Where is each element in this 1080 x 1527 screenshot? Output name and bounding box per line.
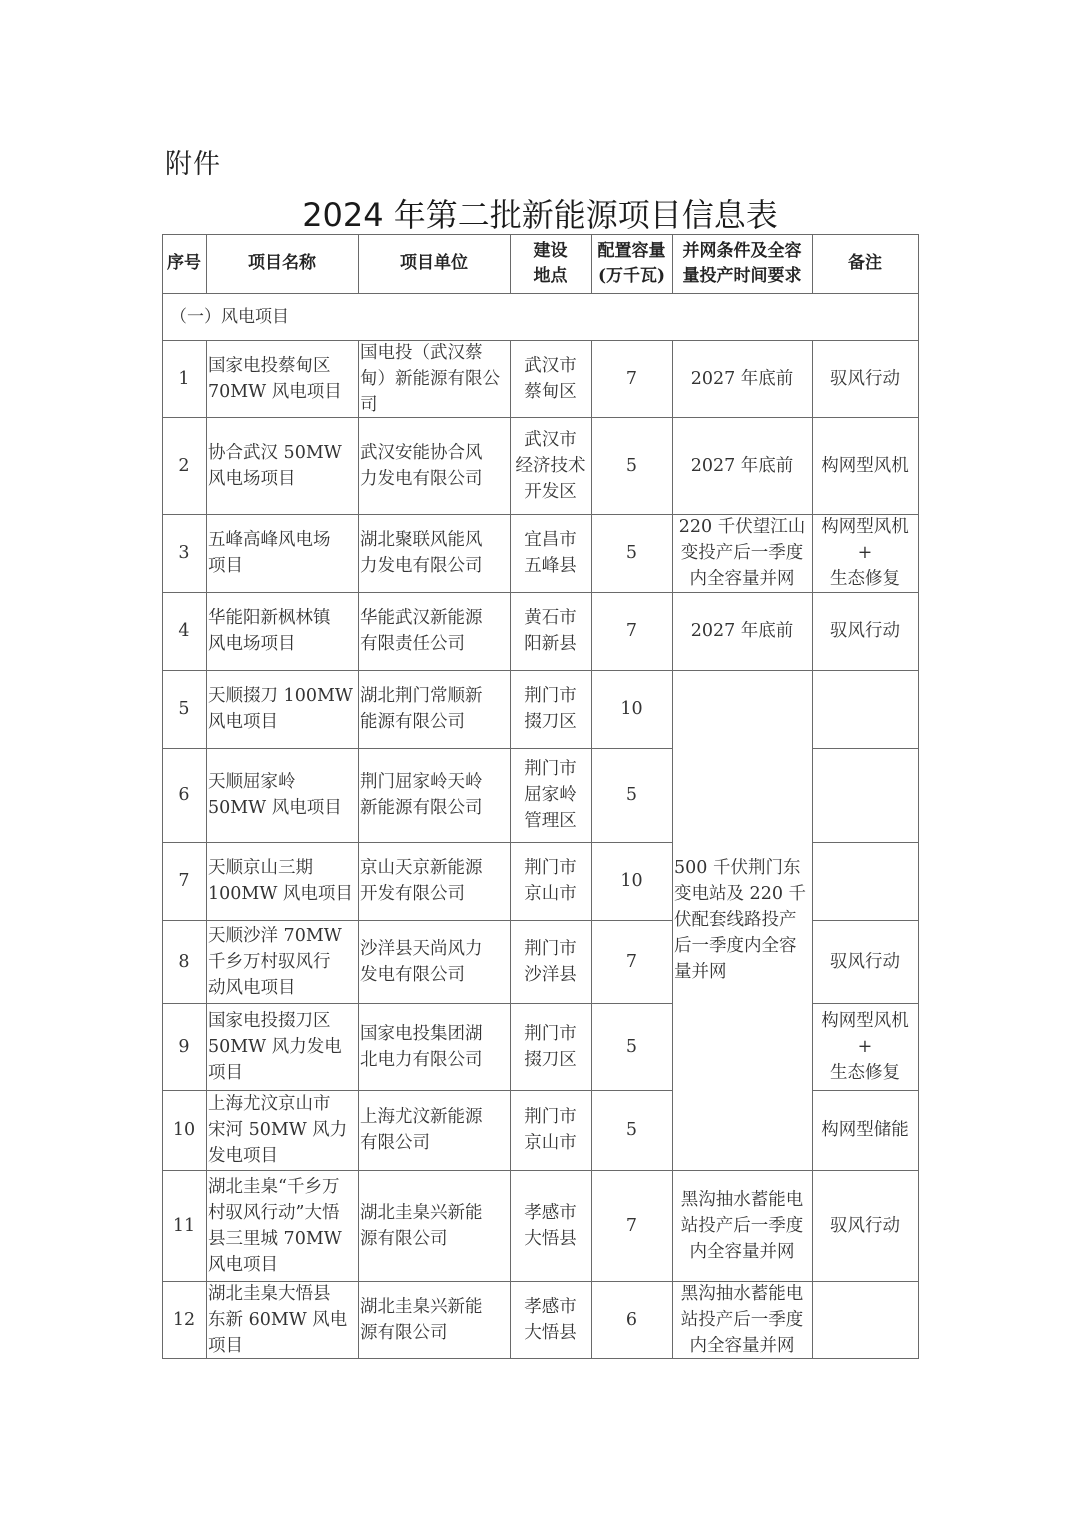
column-rule (206, 340, 207, 1359)
header-rule (162, 293, 919, 294)
row-6-seq (162, 748, 206, 842)
row-8-name (206, 920, 358, 1003)
row-5-name (206, 670, 358, 748)
section-rule (162, 340, 919, 341)
table-right-border (918, 234, 919, 1359)
row-10-location (510, 1090, 591, 1170)
row-5-name-text: 天顺掇刀 100MW 风电项目 (208, 686, 353, 732)
row-11-name (206, 1170, 358, 1281)
row-1-seq (162, 340, 206, 417)
row-1-unit (358, 340, 510, 417)
row-12-unit (358, 1281, 510, 1358)
row-1-location (510, 340, 591, 417)
row-1-grid-text: 2027 年底前 (690, 368, 794, 389)
row-3-name-text: 五峰高峰风电场 项目 (208, 530, 331, 576)
row-12-location-text: 孝感市 大悟县 (524, 1296, 577, 1343)
row-8-location (510, 920, 591, 1003)
row-7-capacity (591, 842, 672, 920)
row-3-location (510, 514, 591, 592)
row-rule (812, 1090, 919, 1091)
header-location-text: 建设 地点 (533, 240, 568, 286)
row-11-location (510, 1170, 591, 1281)
row-2-name-text: 协合武汉 50MW 风电场项目 (208, 442, 342, 489)
header-capacity (591, 234, 672, 293)
row-2-location (510, 417, 591, 514)
row-11-location-text: 孝感市 大悟县 (524, 1202, 577, 1249)
row-9-capacity (591, 1003, 672, 1090)
row-rule (162, 592, 919, 593)
row-5-unit (358, 670, 510, 748)
row-2-capacity (591, 417, 672, 514)
row-6-unit-text: 荆门屈家岭天岭 新能源有限公司 (360, 772, 483, 818)
row-7-note (812, 842, 918, 920)
row-10-note (812, 1090, 918, 1170)
row-6-capacity (591, 748, 672, 842)
row-7-name-text: 天顺京山三期 100MW 风电项目 (208, 858, 353, 904)
row-4-location-text: 黄石市 阳新县 (524, 608, 577, 654)
row-9-seq-text: 9 (178, 1036, 190, 1057)
row-6-location (510, 748, 591, 842)
row-9-name-text: 国家电投掇刀区 50MW 风力发电 项目 (208, 1010, 342, 1083)
row-11-name-text: 湖北圭臬“千乡万 村驭风行动”大悟 县三里城 70MW 风电项目 (208, 1176, 342, 1275)
row-7-location-text: 荆门市 京山市 (524, 858, 577, 904)
row-2-unit (358, 417, 510, 514)
row-6-capacity-text: 5 (625, 785, 638, 805)
header-unit (358, 234, 510, 293)
row-rule (162, 920, 673, 921)
column-rule (510, 234, 511, 294)
row-11-unit-text: 湖北圭臬兴新能 源有限公司 (360, 1202, 483, 1249)
row-5-unit-text: 湖北荆门常顺新 能源有限公司 (360, 686, 483, 732)
row-8-unit-text: 沙洋县天尚风力 发电有限公司 (360, 938, 483, 985)
row-2-location-text: 武汉市 经济技术 开发区 (515, 429, 586, 502)
annex-label: 附件 (165, 149, 221, 180)
row-1-name (206, 340, 358, 417)
row-10-unit (358, 1090, 510, 1170)
row-9-location (510, 1003, 591, 1090)
row-4-name (206, 592, 358, 670)
row-10-name-text: 上海尤汶京山市 宋河 50MW 风力 发电项目 (208, 1094, 348, 1166)
column-rule (510, 340, 511, 1359)
row-7-unit-text: 京山天京新能源 开发有限公司 (360, 858, 483, 904)
row-2-grid (672, 417, 812, 514)
row-7-location (510, 842, 591, 920)
row-4-name-text: 华能阳新枫林镇 风电场项目 (208, 608, 331, 654)
row-9-unit-text: 国家电投集团湖 北电力有限公司 (360, 1023, 483, 1070)
column-rule (812, 340, 813, 1359)
header-name-text: 项目名称 (248, 253, 316, 273)
row-rule (162, 1003, 673, 1004)
document-title: 2024 年第二批新能源项目信息表 (302, 196, 778, 234)
row-3-grid-text: 220 千伏望江山 变投产后一季度 内全容量并网 (678, 517, 806, 589)
row-11-seq (162, 1170, 206, 1281)
header-location (510, 234, 591, 293)
row-12-name (206, 1281, 358, 1358)
header-grid (672, 234, 812, 293)
row-1-name-text: 国家电投蔡甸区 70MW 风电项目 (208, 355, 342, 402)
row-12-note (812, 1281, 918, 1358)
row-10-capacity-text: 5 (625, 1120, 638, 1140)
row-4-location (510, 592, 591, 670)
row-11-capacity-text: 7 (625, 1215, 638, 1236)
section-title-wind-text: （一）风电项目 (170, 306, 289, 327)
row-12-unit-text: 湖北圭臬兴新能 源有限公司 (360, 1296, 483, 1343)
row-rule (162, 1281, 919, 1282)
merged-grid-condition (672, 670, 812, 1170)
row-10-capacity (591, 1090, 672, 1170)
row-6-name-text: 天顺屈家岭 50MW 风电项目 (208, 772, 342, 818)
row-5-capacity-text: 10 (620, 699, 643, 719)
row-2-name (206, 417, 358, 514)
row-12-seq (162, 1281, 206, 1358)
row-4-note (812, 592, 918, 670)
row-11-capacity (591, 1170, 672, 1281)
row-3-note (812, 514, 918, 592)
row-5-seq (162, 670, 206, 748)
column-rule (591, 340, 592, 1359)
row-rule (162, 842, 673, 843)
row-3-note-text: 构网型风机 + 生态修复 (821, 517, 909, 589)
row-1-location-text: 武汉市 蔡甸区 (524, 355, 577, 402)
column-rule (672, 340, 673, 1359)
table-top-border (162, 234, 919, 235)
table-bottom-border (162, 1358, 919, 1359)
row-rule (162, 1090, 673, 1091)
row-3-unit (358, 514, 510, 592)
row-10-seq (162, 1090, 206, 1170)
row-12-seq-text: 12 (172, 1309, 196, 1330)
row-3-grid (672, 514, 812, 592)
row-6-name (206, 748, 358, 842)
row-11-grid-text: 黑沟抽水蓄能电 站投产后一季度 内全容量并网 (680, 1189, 804, 1262)
row-1-unit-text: 国电投（武汉蔡 甸）新能源有限公 司 (360, 342, 500, 415)
row-7-seq (162, 842, 206, 920)
row-3-seq-text: 3 (178, 543, 190, 563)
column-rule (591, 234, 592, 294)
row-11-note (812, 1170, 918, 1281)
row-7-capacity-text: 10 (620, 871, 643, 891)
row-rule (162, 417, 919, 418)
row-1-note (812, 340, 918, 417)
row-11-grid (672, 1170, 812, 1281)
row-9-seq (162, 1003, 206, 1090)
row-4-seq-text: 4 (178, 621, 190, 641)
column-rule (358, 234, 359, 294)
row-2-seq-text: 2 (178, 455, 190, 476)
header-seq (162, 234, 206, 293)
row-10-seq-text: 10 (172, 1120, 196, 1140)
row-1-capacity (591, 340, 672, 417)
row-7-name (206, 842, 358, 920)
row-10-location-text: 荆门市 京山市 (524, 1107, 577, 1153)
row-2-note-text: 构网型风机 (821, 455, 909, 476)
row-6-location-text: 荆门市 屈家岭 管理区 (524, 759, 577, 831)
row-9-location-text: 荆门市 掇刀区 (524, 1023, 577, 1070)
row-3-capacity (591, 514, 672, 592)
row-12-capacity (591, 1281, 672, 1358)
row-5-note (812, 670, 918, 748)
row-3-unit-text: 湖北聚联风能风 力发电有限公司 (360, 530, 483, 576)
header-note-text: 备注 (848, 253, 882, 273)
row-8-name-text: 天顺沙洋 70MW 千乡万村驭风行 动风电项目 (208, 925, 342, 998)
row-rule (162, 1170, 919, 1171)
row-rule (812, 1003, 919, 1004)
row-12-capacity-text: 6 (625, 1309, 638, 1330)
row-7-unit (358, 842, 510, 920)
row-1-note-text: 驭风行动 (830, 368, 900, 389)
row-8-location-text: 荆门市 沙洋县 (524, 938, 577, 985)
row-11-note-text: 驭风行动 (830, 1215, 900, 1236)
row-4-grid-text: 2027 年底前 (690, 621, 794, 641)
row-4-unit (358, 592, 510, 670)
header-note (812, 234, 918, 293)
row-4-grid (672, 592, 812, 670)
header-name (206, 234, 358, 293)
row-9-note-text: 构网型风机 + 生态修复 (821, 1010, 909, 1083)
row-4-seq (162, 592, 206, 670)
row-10-note-text: 构网型储能 (821, 1120, 909, 1140)
row-8-capacity (591, 920, 672, 1003)
row-11-unit (358, 1170, 510, 1281)
row-5-capacity (591, 670, 672, 748)
row-3-name (206, 514, 358, 592)
row-9-unit (358, 1003, 510, 1090)
row-9-note (812, 1003, 918, 1090)
header-capacity-text: 配置容量 (万千瓦) (597, 240, 666, 286)
section-title-wind (162, 293, 918, 340)
row-2-seq (162, 417, 206, 514)
row-1-capacity-text: 7 (625, 368, 638, 389)
row-2-note (812, 417, 918, 514)
row-rule (812, 748, 919, 749)
row-4-capacity-text: 7 (625, 621, 638, 641)
row-8-capacity-text: 7 (625, 951, 638, 972)
row-10-unit-text: 上海尤汶新能源 有限公司 (360, 1107, 483, 1153)
header-seq-text: 序号 (167, 253, 201, 273)
row-2-grid-text: 2027 年底前 (690, 455, 794, 476)
row-6-note (812, 748, 918, 842)
row-1-seq-text: 1 (178, 368, 190, 389)
header-grid-text: 并网条件及全容 量投产时间要求 (682, 240, 802, 286)
row-3-seq (162, 514, 206, 592)
row-8-note (812, 920, 918, 1003)
row-rule (162, 514, 919, 515)
row-5-location (510, 670, 591, 748)
row-8-unit (358, 920, 510, 1003)
row-12-location (510, 1281, 591, 1358)
row-12-grid-text: 黑沟抽水蓄能电 站投产后一季度 内全容量并网 (680, 1283, 804, 1356)
row-4-note-text: 驭风行动 (830, 621, 900, 641)
row-10-name (206, 1090, 358, 1170)
row-3-capacity-text: 5 (625, 543, 638, 563)
row-8-note-text: 驭风行动 (830, 951, 900, 972)
row-9-capacity-text: 5 (625, 1036, 638, 1057)
row-rule (162, 748, 673, 749)
column-rule (358, 340, 359, 1359)
row-5-location-text: 荆门市 掇刀区 (524, 686, 577, 732)
row-5-seq-text: 5 (178, 699, 190, 719)
row-2-unit-text: 武汉安能协合风 力发电有限公司 (360, 442, 483, 489)
column-rule (812, 234, 813, 294)
row-11-seq-text: 11 (172, 1215, 196, 1236)
row-12-name-text: 湖北圭臬大悟县 东新 60MW 风电 项目 (208, 1283, 348, 1356)
table-left-border (162, 234, 163, 1359)
column-rule (206, 234, 207, 294)
row-3-location-text: 宜昌市 五峰县 (524, 530, 577, 576)
row-4-unit-text: 华能武汉新能源 有限责任公司 (360, 608, 483, 654)
row-6-unit (358, 748, 510, 842)
row-8-seq (162, 920, 206, 1003)
row-rule (162, 670, 919, 671)
row-12-grid (672, 1281, 812, 1358)
row-8-seq-text: 8 (178, 951, 190, 972)
merged-grid-condition-text: 500 千伏荆门东 变电站及 220 千 伏配套线路投产 后一季度内全容 量并网 (674, 858, 807, 982)
row-4-capacity (591, 592, 672, 670)
row-6-seq-text: 6 (178, 785, 190, 805)
row-2-capacity-text: 5 (625, 455, 638, 476)
row-7-seq-text: 7 (178, 871, 190, 891)
row-rule (812, 920, 919, 921)
row-rule (812, 842, 919, 843)
row-1-grid (672, 340, 812, 417)
header-unit-text: 项目单位 (400, 253, 468, 273)
column-rule (672, 234, 673, 294)
row-9-name (206, 1003, 358, 1090)
